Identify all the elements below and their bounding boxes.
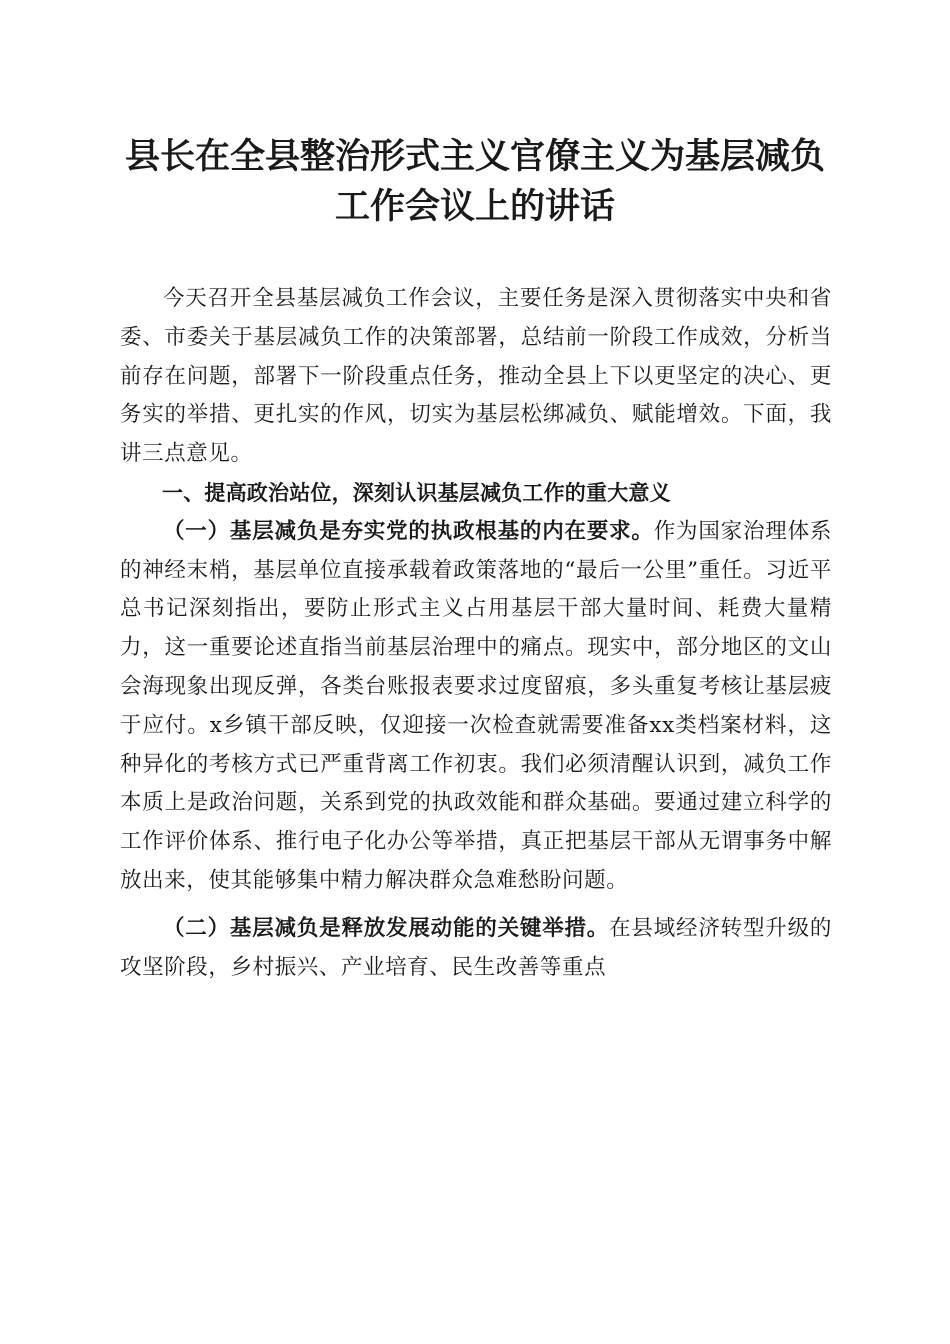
subsection-2-lead: （二）基层减负是释放发展动能的关键举措。 (163, 915, 610, 941)
document-title (100, 132, 850, 232)
title-line-2: 工作会议上的讲话 (334, 186, 615, 227)
subsection-1-paragraph (120, 513, 832, 901)
subsection-2-body: 在县域经济转型升级的攻坚阶段，乡村振兴、产业培育、民生改善等重点 (120, 915, 832, 980)
subsection-2-paragraph (120, 910, 832, 988)
subsection-1-lead: （一）基层减负是夯实党的执政根基的内在要求。 (163, 518, 654, 544)
title-line-1: 县长在全县整治形式主义官僚主义为基层减负 (124, 136, 825, 177)
subsection-1-body: 作为国家治理体系的神经末梢，基层单位直接承载着政策落地的“最后一公里”重任。习近平总书记深刻指出，要防止形式主义占用基层干部大量时间、耗费大量精力，这一重要论述直指当前基层治理中的痛点。现实中，部分地区的文山会海现象出现反弹，各类台账报表要求过度留痕，多头重复考核让基层疲于应付。x乡镇干部反映，仅迎接一次检查就需要准备xx类档案材料，这种异化的考核方式已严重背离工作初衷。我们必须清醒认识到，减负工作本质上是政治问题，关系到党的执政效能和群众基础。要通过建立科学的工作评价体系、推行电子化办公等举措，真正把基层干部从无谓事务中解放出来，使其能够集中精力解决群众急难愁盼问题。 (120, 518, 832, 893)
intro-paragraph: 今天召开全县基层减负工作会议，主要任务是深入贯彻落实中央和省委、市委关于基层减负工作的决策部署，总结前一阶段工作成效，分析当前存在问题，部署下一阶段重点任务，推动全县上下以更坚定的决心、更务实的举措、更扎实的作风，切实为基层松绑减负、赋能增效。下面，我讲三点意见。 (120, 286, 832, 467)
section-1-heading: 一、提高政治站位，深刻认识基层减负工作的重大意义 (162, 480, 671, 505)
document-body (120, 280, 832, 987)
